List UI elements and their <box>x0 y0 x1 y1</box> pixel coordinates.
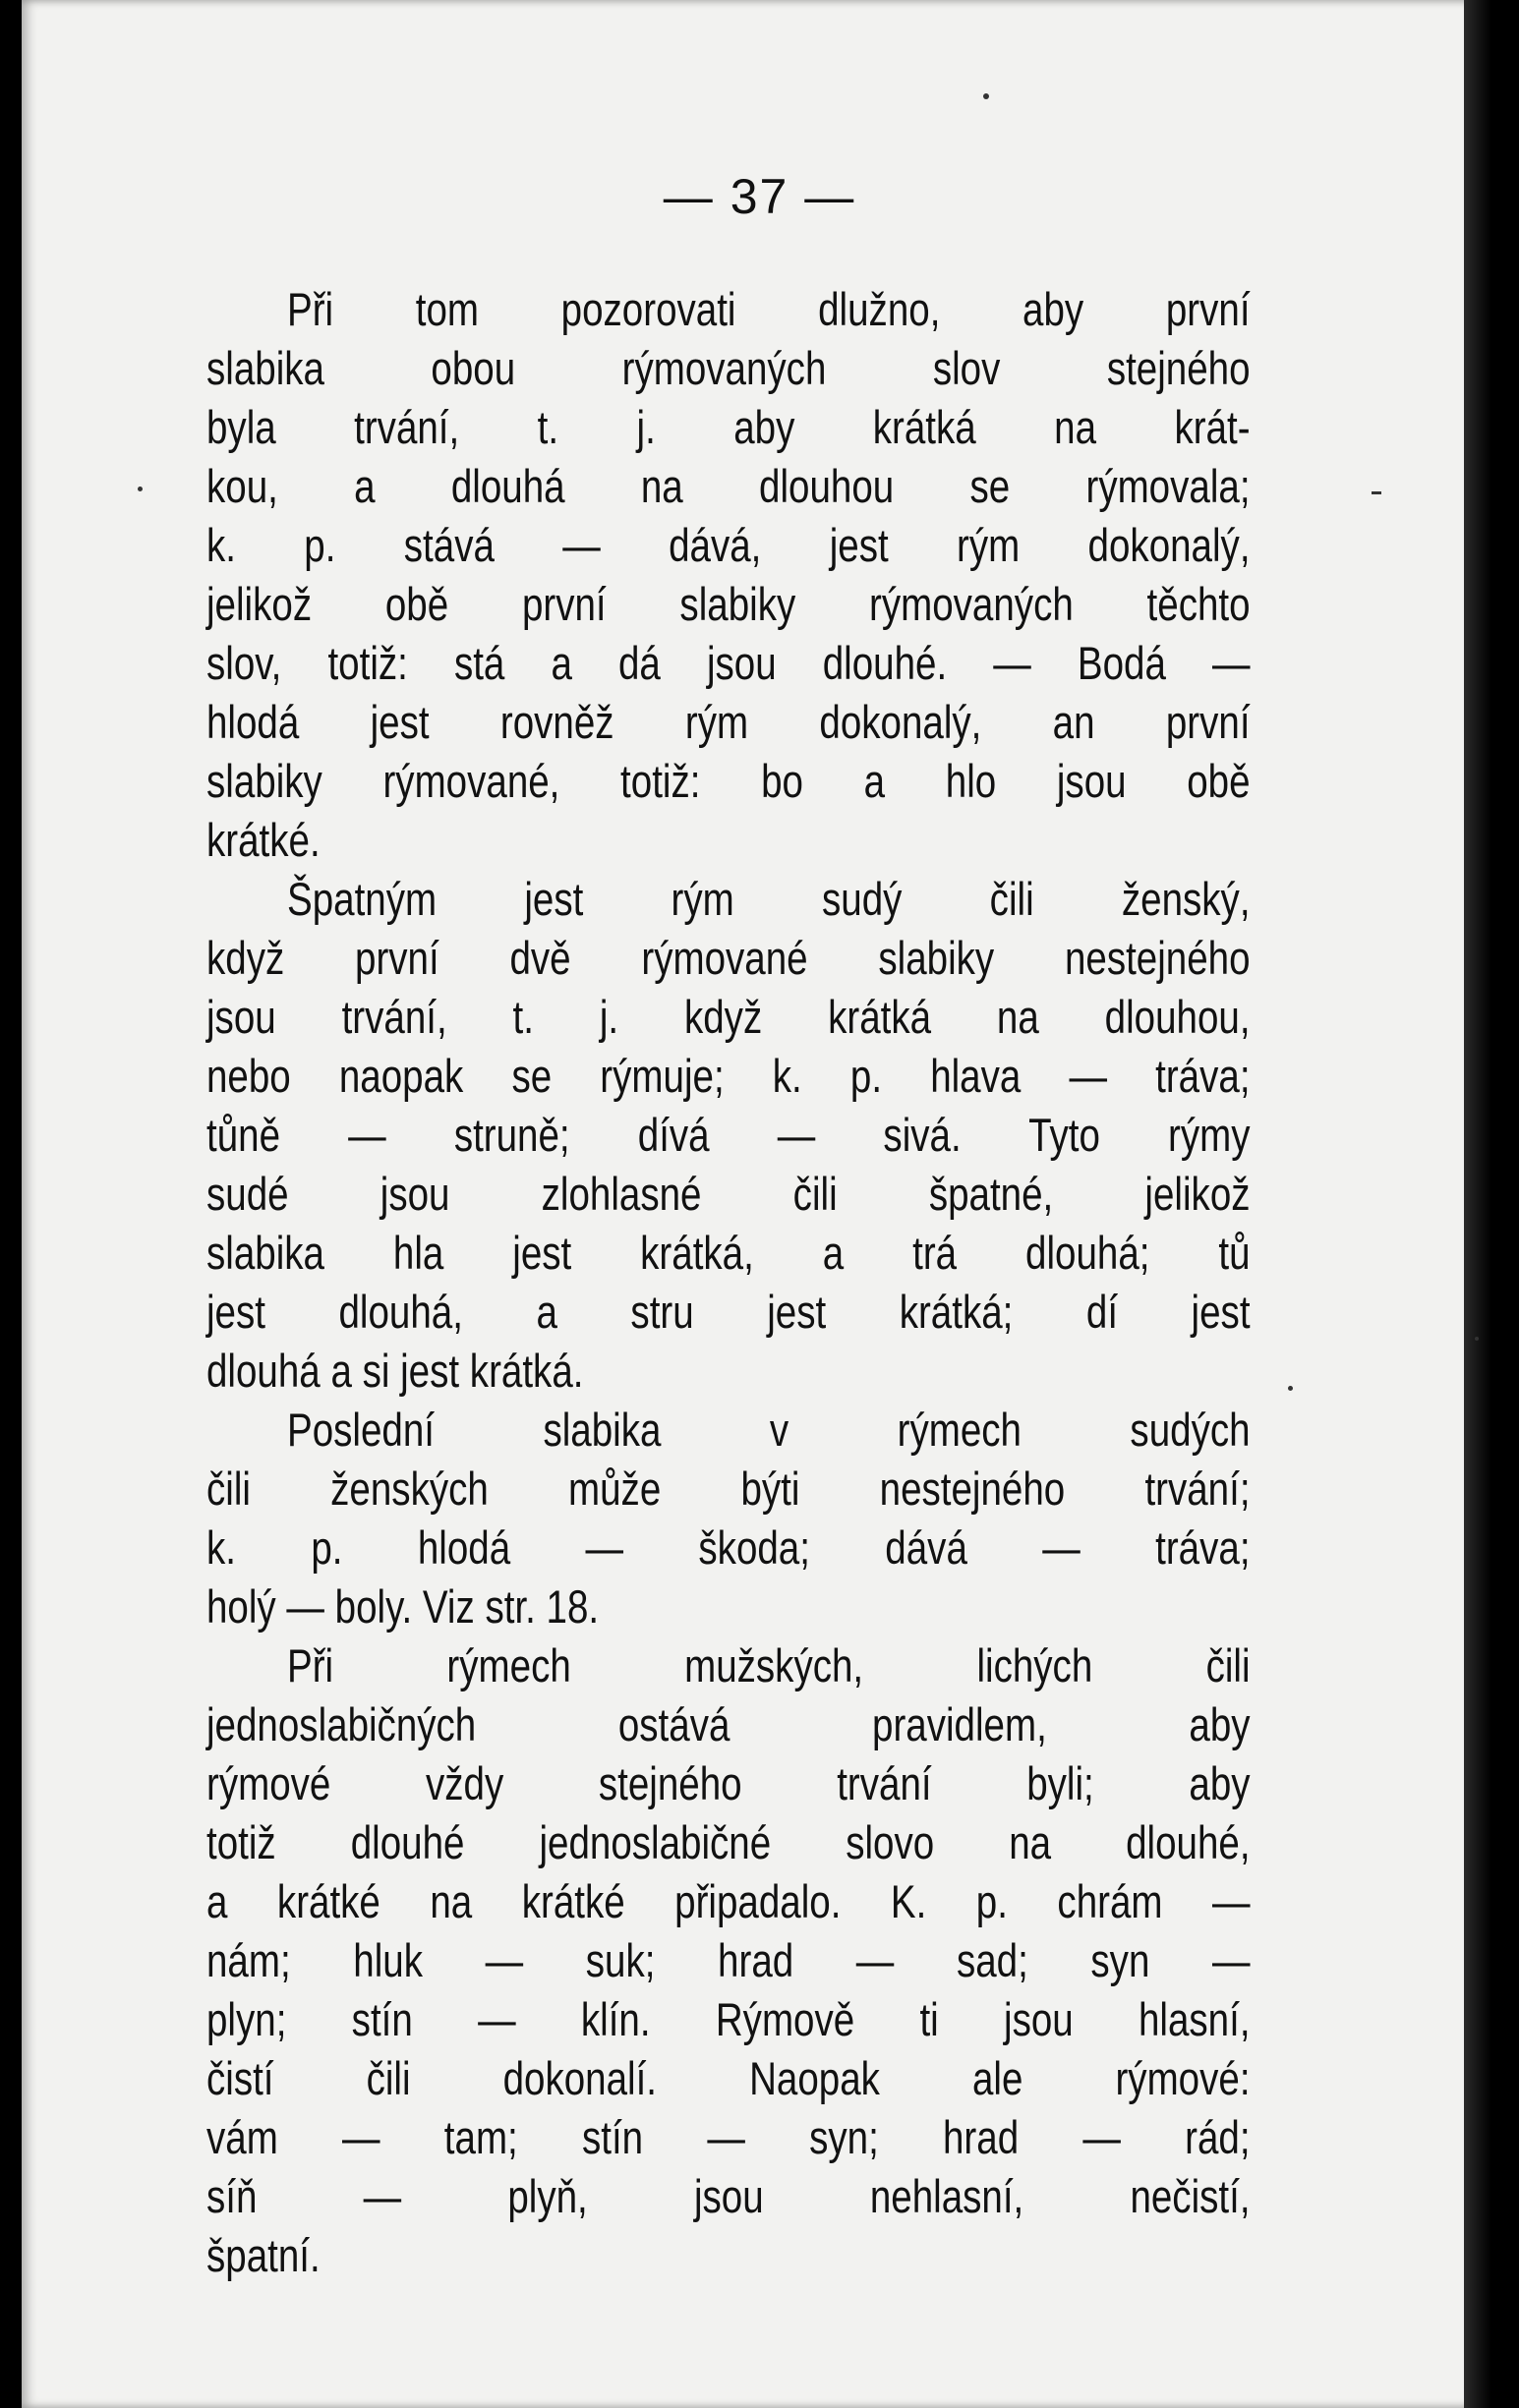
page-edge-shadow <box>1464 0 1491 2408</box>
paper-speck <box>138 487 143 491</box>
paper-speck <box>1288 1386 1293 1391</box>
text-line: slov, totiž: stá a dá jsou dlouhé. — Bodá — <box>206 637 1251 689</box>
text-line: Špatným jest rým sudý čili ženský, <box>287 873 1251 925</box>
text-line: byla trvání, t. j. aby krátká na krát- <box>206 401 1251 453</box>
text-line: holý — boly. Viz str. 18. <box>206 1580 600 1633</box>
text-line: k. p. hlodá — škoda; dává — tráva; <box>206 1521 1251 1574</box>
page-number: — 37 — <box>663 169 856 224</box>
text-line: sudé jsou zlohlasné čili špatné, jelikož <box>206 1168 1251 1220</box>
text-line: nám; hluk — suk; hrad — sad; syn — <box>206 1934 1251 1986</box>
paper-speck <box>983 93 989 99</box>
text-line: jsou trvání, t. j. když krátká na dlouhou, <box>206 991 1251 1043</box>
text-line: nebo naopak se rýmuje; k. p. hlava — tráva; <box>206 1050 1251 1102</box>
text-line: Poslední slabika v rýmech sudých <box>287 1404 1251 1456</box>
text-line: a krátké na krátké připadalo. K. p. chrám — <box>206 1875 1251 1927</box>
text-line: jednoslabičných ostává pravidlem, aby <box>206 1698 1251 1750</box>
text-line: čistí čili dokonalí. Naopak ale rýmové: <box>206 2052 1251 2104</box>
text-line: vám — tam; stín — syn; hrad — rád; <box>206 2111 1251 2163</box>
text-line: Při tom pozorovati dlužno, aby první <box>287 283 1251 335</box>
text-line: krátké. <box>206 814 321 866</box>
text-line: kou, a dlouhá na dlouhou se rýmovala; <box>206 460 1251 512</box>
text-line: k. p. stává — dává, jest rým dokonalý, <box>206 519 1251 571</box>
text-line: slabika obou rýmovaných slov stejného <box>206 342 1251 394</box>
body-text <box>206 280 1251 2285</box>
text-line: totiž dlouhé jednoslabičné slovo na dlouhé, <box>206 1816 1251 1868</box>
text-line: dlouhá a si jest krátká. <box>206 1345 584 1397</box>
text-line: slabiky rýmované, totiž: bo a hlo jsou obě <box>206 755 1251 807</box>
text-line: hlodá jest rovněž rým dokonalý, an první <box>206 696 1251 748</box>
text-line: čili ženských může býti nestejného trvání; <box>206 1462 1251 1515</box>
text-line: rýmové vždy stejného trvání byli; aby <box>206 1757 1251 1809</box>
text-line: špatní. <box>206 2229 321 2281</box>
text-line: slabika hla jest krátká, a trá dlouhá; tů <box>206 1227 1251 1279</box>
text-line: když první dvě rýmované slabiky nestejného <box>206 932 1251 984</box>
text-line: jelikož obě první slabiky rýmovaných těchto <box>206 578 1251 630</box>
paper-speck <box>1475 1337 1479 1341</box>
text-line: jest dlouhá, a stru jest krátká; dí jest <box>206 1286 1251 1338</box>
paper-speck <box>1372 491 1381 494</box>
text-line: plyn; stín — klín. Rýmově ti jsou hlasní, <box>206 1993 1251 2045</box>
text-line: síň — plyň, jsou nehlasní, nečistí, <box>206 2170 1251 2222</box>
text-line: tůně — struně; dívá — sivá. Tyto rýmy <box>206 1109 1251 1161</box>
text-line: Při rýmech mužských, lichých čili <box>287 1639 1251 1691</box>
